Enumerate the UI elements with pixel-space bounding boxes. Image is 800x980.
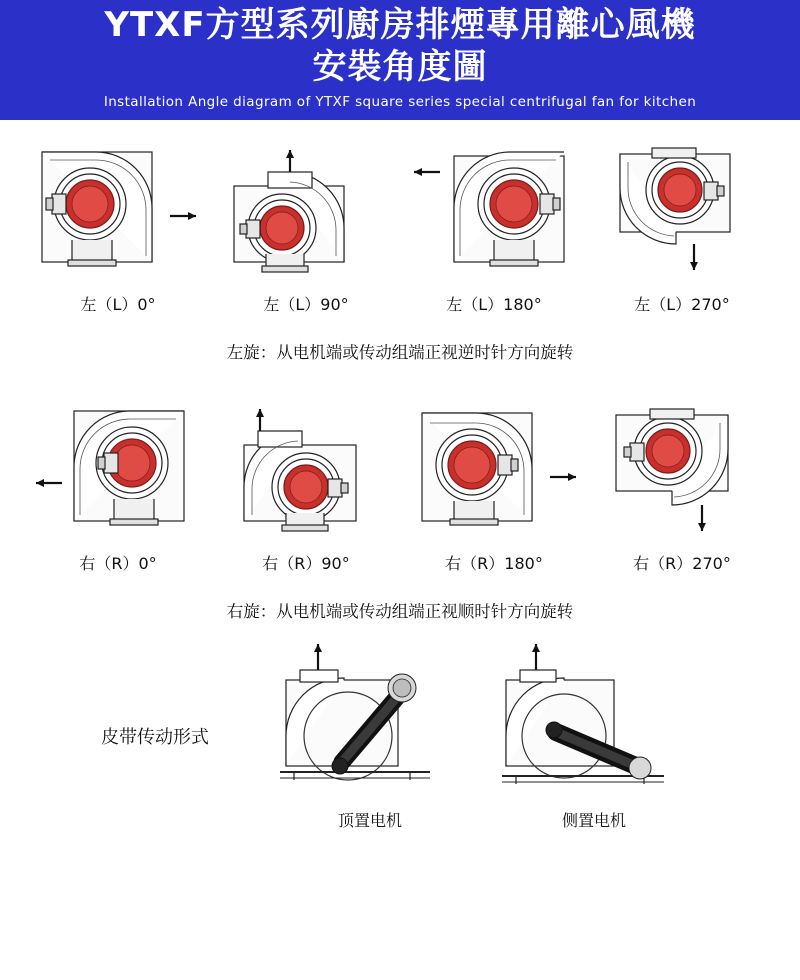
- title-chinese: [0, 4, 800, 88]
- figure-right-180: [404, 401, 584, 574]
- fan-diagram-left-270: [592, 142, 772, 282]
- direction-arrow-left: [414, 168, 440, 176]
- title-banner: [0, 0, 800, 120]
- title-chinese-line1: YTXF方型系列廚房排煙專用離心風機: [104, 5, 696, 45]
- note-right-rotation: 右旋：从电机端或传动组端正视顺时针方向旋转: [226, 602, 574, 621]
- direction-arrow-left: [36, 479, 62, 487]
- caption-right-270: 右（R）270°: [633, 554, 731, 573]
- figure-right-0: [28, 401, 208, 574]
- fan-diagram-right-270: [592, 401, 772, 541]
- title-english: Installation Angle diagram of YTXF square series special centrifugal fan for kitchen: [103, 94, 697, 110]
- caption-left-0: 左（L）0°: [80, 295, 156, 314]
- figure-left-0: [28, 142, 208, 315]
- belt-drive-label: 皮带传动形式: [101, 726, 209, 748]
- figure-right-270: [592, 401, 772, 574]
- title-chinese-line2: 安裝角度圖: [312, 47, 488, 87]
- direction-arrow-up: [532, 644, 540, 670]
- note-left-rotation: 左旋：从电机端或传动组端正视逆时针方向旋转: [226, 343, 574, 362]
- direction-arrow-down: [690, 244, 698, 270]
- caption-left-270: 左（L）270°: [634, 295, 730, 314]
- caption-belt-top-motor: 顶置电机: [337, 811, 402, 830]
- caption-belt-side-motor: 侧置电机: [561, 811, 626, 830]
- right-rotation-row: [0, 401, 800, 574]
- direction-arrow-right: [550, 473, 576, 481]
- direction-arrow-up: [314, 644, 322, 670]
- figure-right-90: [216, 401, 396, 574]
- belt-drive-section: [0, 640, 800, 831]
- caption-right-90: 右（R）90°: [262, 554, 350, 573]
- direction-arrow-right: [170, 212, 196, 220]
- fan-diagram-left-90: [216, 142, 396, 282]
- figure-left-270: [592, 142, 772, 315]
- caption-left-90: 左（L）90°: [263, 295, 349, 314]
- belt-diagram-top-motor: [270, 640, 470, 800]
- figure-left-180: [404, 142, 584, 315]
- fan-diagram-left-0: [28, 142, 208, 282]
- figure-belt-side-motor: [494, 640, 694, 831]
- belt-diagram-side-motor: [494, 640, 694, 800]
- figure-belt-top-motor: [270, 640, 470, 831]
- figure-left-90: [216, 142, 396, 315]
- diagram-content: [0, 142, 800, 831]
- left-rotation-row: [0, 142, 800, 315]
- fan-diagram-right-90: [216, 401, 396, 541]
- caption-right-180: 右（R）180°: [445, 554, 543, 573]
- fan-diagram-left-180: [404, 142, 584, 282]
- direction-arrow-down: [698, 505, 706, 531]
- caption-left-180: 左（L）180°: [446, 295, 542, 314]
- caption-right-0: 右（R）0°: [79, 554, 157, 573]
- fan-diagram-right-180: [404, 401, 584, 541]
- belt-drive-figures: [270, 640, 694, 831]
- fan-diagram-right-0: [28, 401, 208, 541]
